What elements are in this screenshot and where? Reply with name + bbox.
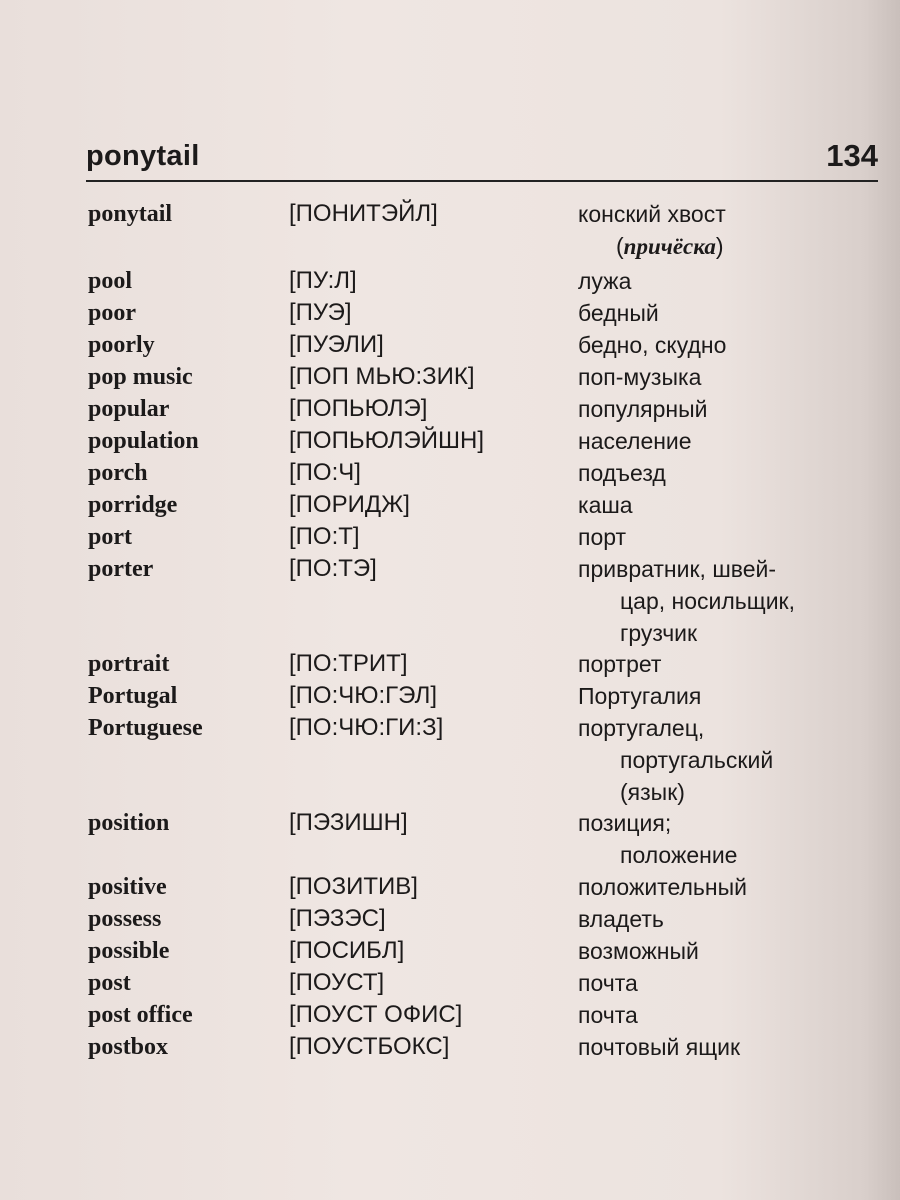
entry-transcription: [ПО:ЧЮ:ГЭЛ]	[289, 682, 438, 709]
definition-note: причёска	[623, 234, 716, 259]
entry-definition	[578, 712, 773, 808]
definition-line: положительный	[578, 874, 747, 900]
entry-definition	[578, 265, 631, 297]
entry-transcription: [ПЭЗЭС]	[289, 905, 386, 932]
entry-definition	[578, 1031, 740, 1063]
entry-transcription: [ПОРИДЖ]	[289, 491, 410, 518]
definition-line: владеть	[578, 906, 664, 932]
definition-line: каша	[578, 492, 633, 518]
definition-line: портрет	[578, 651, 662, 677]
entry-word: ponytail	[88, 201, 173, 227]
entry-transcription: [ПОЗИТИВ]	[289, 873, 418, 900]
entry-word: porch	[88, 460, 148, 486]
entry-word: poorly	[88, 332, 155, 358]
entry-transcription: [ПО:ЧЮ:ГИ:З]	[289, 714, 444, 741]
entry-transcription: [ПОП МЬЮ:ЗИК]	[289, 363, 475, 390]
entry-transcription: [ПО:Т]	[289, 523, 360, 550]
definition-line: бедный	[578, 300, 659, 326]
entry-definition	[578, 871, 747, 903]
definition-line: почта	[578, 1002, 638, 1028]
entry-transcription: [ПЭЗИШН]	[289, 809, 408, 836]
definition-line: (язык)	[620, 779, 685, 805]
entry-definition	[578, 425, 692, 457]
page-header	[86, 138, 878, 182]
entry-word: post office	[88, 1002, 193, 1028]
definition-note-line: (причёска)	[616, 233, 724, 259]
definition-line: лужа	[578, 268, 632, 294]
entry-word: Portuguese	[88, 715, 203, 741]
definition-line: подъезд	[578, 460, 666, 486]
entry-definition	[578, 680, 701, 712]
definition-line: позиция;	[578, 810, 672, 836]
definition-line: почта	[578, 970, 638, 996]
entry-definition	[578, 903, 664, 935]
entry-word: porridge	[88, 492, 178, 518]
entry-word: possess	[88, 906, 162, 932]
entry-transcription: [ПУЭЛИ]	[289, 331, 384, 358]
entry-word: pool	[88, 268, 133, 294]
entry-word: pop music	[88, 364, 193, 390]
entry-transcription: [ПОУСТ ОФИС]	[289, 1001, 463, 1028]
entry-definition	[578, 329, 726, 361]
entry-transcription: [ПО:Ч]	[289, 459, 361, 486]
entry-word: Portugal	[88, 683, 178, 709]
entry-transcription: [ПОПЬЮЛЭЙШН]	[289, 427, 484, 454]
definition-line: бедно, скудно	[578, 332, 727, 358]
definition-line: привратник, швей-	[578, 556, 777, 582]
page-number: 134	[826, 138, 878, 173]
definition-line: порт	[578, 524, 627, 550]
entry-word: popular	[88, 396, 170, 422]
entry-definition	[578, 361, 701, 393]
definition-line: популярный	[578, 396, 708, 422]
entry-word: postbox	[88, 1034, 169, 1060]
entry-definition	[578, 521, 626, 553]
entry-definition	[578, 489, 633, 521]
entry-transcription: [ПО:ТРИТ]	[289, 650, 408, 677]
definition-line: грузчик	[620, 620, 698, 646]
entry-definition	[578, 999, 638, 1031]
entry-definition	[578, 297, 659, 329]
entry-word: post	[88, 970, 131, 996]
entry-definition	[578, 935, 699, 967]
definition-line: поп-музыка	[578, 364, 702, 390]
entry-word: port	[88, 524, 132, 550]
entry-transcription: [ПОУСТ]	[289, 969, 385, 996]
entry-definition	[578, 807, 737, 871]
entry-transcription: [ПОПЬЮЛЭ]	[289, 395, 428, 422]
entry-word: positive	[88, 874, 167, 900]
entry-transcription: [ПО:ТЭ]	[289, 555, 377, 582]
entry-transcription: [ПОНИТЭЙЛ]	[289, 200, 438, 227]
entry-word: population	[88, 428, 199, 454]
definition-line: конский хвост	[578, 201, 726, 227]
entry-definition	[578, 457, 666, 489]
entry-word: porter	[88, 556, 154, 582]
definition-line: почтовый ящик	[578, 1034, 741, 1060]
entry-word: poor	[88, 300, 136, 326]
entry-transcription: [ПОСИБЛ]	[289, 937, 405, 964]
entry-word: possible	[88, 938, 170, 964]
definition-line: Португалия	[578, 683, 702, 709]
definition-line: положение	[620, 842, 738, 868]
definition-line: возможный	[578, 938, 699, 964]
running-head: ponytail	[86, 140, 200, 172]
definition-line: цар, носильщик,	[620, 588, 796, 614]
definition-line: население	[578, 428, 692, 454]
definition-line: португальский	[620, 747, 774, 773]
entry-definition	[578, 393, 707, 425]
entry-definition	[578, 198, 726, 263]
entry-definition	[578, 967, 638, 999]
entry-transcription: [ПУ:Л]	[289, 267, 357, 294]
entry-definition	[578, 553, 795, 649]
definition-line: португалец,	[578, 715, 705, 741]
entry-transcription: [ПУЭ]	[289, 299, 352, 326]
entry-transcription: [ПОУСТБОКС]	[289, 1033, 450, 1060]
entry-word: portrait	[88, 651, 170, 677]
entry-word: position	[88, 810, 170, 836]
entry-definition	[578, 648, 661, 680]
